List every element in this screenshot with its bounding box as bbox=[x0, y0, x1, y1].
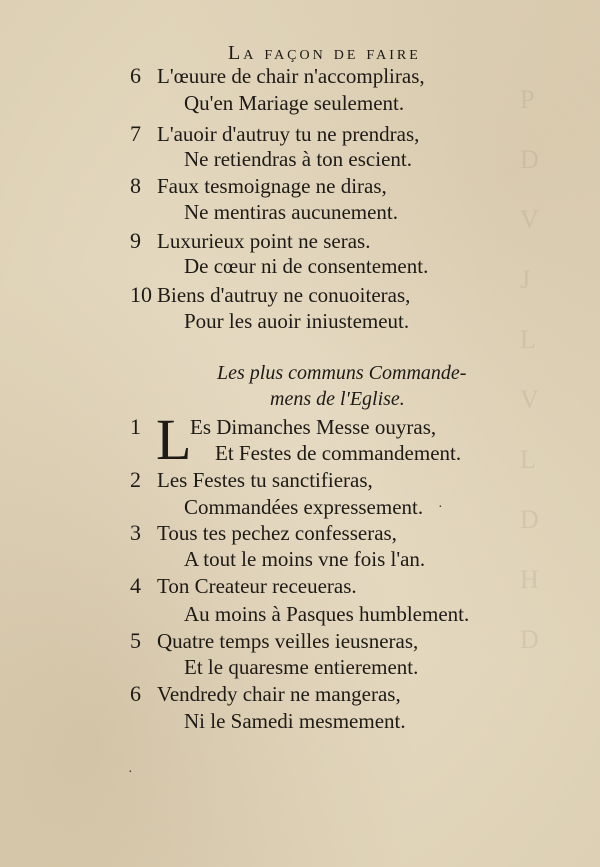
verse-number: 2 bbox=[130, 467, 141, 492]
verse-line: Et le quaresme entierement. bbox=[184, 655, 419, 679]
section-title: Les plus communs Commande- bbox=[217, 362, 467, 384]
verse-line: Ne retiendras à ton escient. bbox=[184, 147, 412, 171]
verse-line: Qu'en Mariage seulement. bbox=[184, 91, 405, 115]
verse-line: Tous tes pechez confesseras, bbox=[157, 521, 397, 545]
verse-line: Luxurieux point ne seras. bbox=[157, 229, 371, 253]
verse-line: Les Festes tu sanctifieras, bbox=[157, 468, 373, 492]
verse-line: Vendredy chair ne mangeras, bbox=[157, 682, 401, 706]
stray-mark: · bbox=[438, 500, 443, 515]
verse-line: Commandées expressement. bbox=[184, 495, 424, 519]
verse-line: Ni le Samedi mesmement. bbox=[184, 709, 406, 733]
verse-line: Pour les auoir iniustemeut. bbox=[184, 309, 410, 333]
verse-line: Ne mentiras aucunement. bbox=[184, 200, 398, 224]
verse-number: 10 bbox=[130, 282, 152, 307]
verse-line: A tout le moins vne fois l'an. bbox=[184, 547, 426, 571]
section-title-line-2: mens de l'Eglise. bbox=[270, 388, 405, 410]
verse-line: L'auoir d'autruy tu ne prendras, bbox=[157, 122, 420, 146]
verse-line: Biens d'autruy ne conuoiteras, bbox=[157, 283, 411, 307]
verse-line: Quatre temps veilles ieusneras, bbox=[157, 629, 419, 653]
verse-number: 6 bbox=[130, 681, 141, 706]
verse-line: De cœur ni de consentement. bbox=[184, 254, 429, 278]
verse-line: Au moins à Pasques humblement. bbox=[184, 602, 470, 626]
verse-number: 1 bbox=[130, 414, 141, 439]
running-header: La façon de faire bbox=[228, 42, 421, 64]
verse-line: Et Festes de commandement. bbox=[215, 441, 462, 465]
drop-cap: L bbox=[156, 407, 192, 472]
verse-number: 6 bbox=[130, 63, 141, 88]
verse-number: 3 bbox=[130, 520, 141, 545]
verse-line: Es Dimanches Messe ouyras, bbox=[190, 415, 437, 439]
verse-number: 5 bbox=[130, 628, 141, 653]
verse-number: 8 bbox=[130, 173, 141, 198]
verse-number: 7 bbox=[130, 121, 141, 146]
verse-line: L'œuure de chair n'accompliras, bbox=[157, 64, 425, 88]
verse-line: Faux tesmoignage ne diras, bbox=[157, 174, 387, 198]
show-through-text: P D V J L V L D H D bbox=[520, 85, 543, 654]
verse-line: Ton Createur receueras. bbox=[157, 574, 357, 598]
verse-number: 4 bbox=[130, 573, 141, 598]
verse-number: 9 bbox=[130, 228, 141, 253]
stray-mark: · bbox=[128, 765, 133, 780]
